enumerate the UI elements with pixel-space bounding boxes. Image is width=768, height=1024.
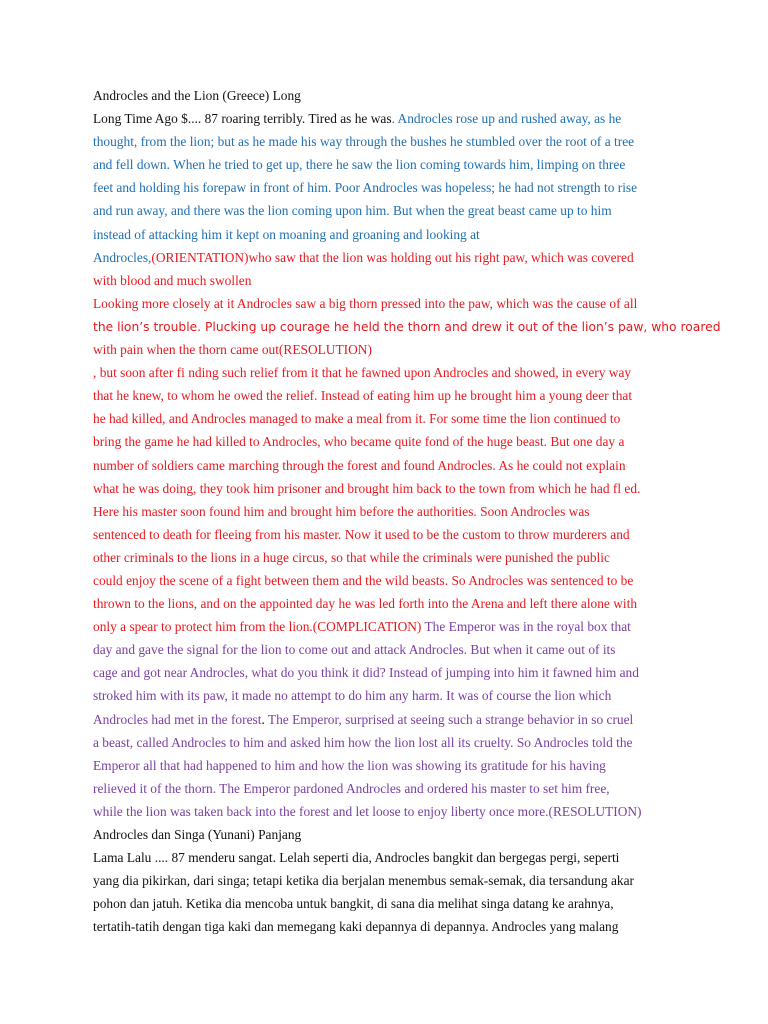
text-segment: , but soon after fi nding such relief from it that he fawned upon Androcles and showed, in every way — [93, 365, 632, 381]
text-segment: bring the game he had killed to Androcles, who became quite fond of the huge beast. But one day a — [93, 434, 625, 450]
text-segment: instead of attacking him it kept on moaning and groaning and looking at — [93, 226, 480, 242]
text-segment: while the lion was taken back into the forest and let loose to enjoy liberty once more.(RESOLUTION) — [93, 803, 642, 819]
text-segment: . Androcles rose up and rushed away, as he — [391, 111, 622, 127]
text-line — [93, 338, 683, 361]
text-line — [93, 546, 683, 569]
text-line — [93, 569, 683, 592]
text-segment: sentenced to death for fleeing from his master. Now it used to be the custom to throw murderers and — [93, 526, 630, 542]
text-line — [93, 846, 683, 869]
text-segment: and run away, and there was the lion coming upon him. But when the great beast came up to him — [93, 203, 612, 219]
text-segment: yang dia pikirkan, dari singa; tetapi ketika dia berjalan menembus semak-semak, dia tersandung akar — [93, 873, 635, 889]
text-segment: the lion’s trouble. Plucking up courage he held the thorn and drew it out of the lion’s paw, who roared — [93, 319, 721, 334]
text-segment: with pain when the thorn came out(RESOLUTION) — [93, 342, 372, 358]
text-segment: Androcles and the Lion (Greece) Long — [93, 88, 301, 103]
text-segment: Androcles, — [93, 249, 152, 265]
text-line — [93, 823, 683, 846]
text-line — [93, 107, 683, 130]
text-line — [93, 454, 683, 477]
text-line — [93, 731, 683, 754]
text-segment: thrown to the lions, and on the appointed day he was led forth into the Arena and left there alone with — [93, 596, 638, 612]
text-segment: Emperor all that had happened to him and how the lion was showing its gratitude for his having — [93, 757, 606, 773]
text-segment: Here his master soon found him and brought him before the authorities. Soon Androcles was — [93, 503, 590, 519]
text-line — [93, 430, 683, 453]
text-line — [93, 800, 683, 823]
text-line — [93, 500, 683, 523]
text-line — [93, 592, 683, 615]
text-segment: number of soldiers came marching through the forest and found Androcles. As he could not explain — [93, 457, 626, 473]
text-segment: . — [261, 711, 268, 727]
text-segment: Looking more closely at it Androcles saw a big thorn pressed into the paw, which was the cause of all — [93, 295, 638, 311]
text-segment: only a spear to protect him from the lion.(COMPLICATION) — [93, 619, 422, 635]
text-segment: Long Time Ago $.... 87 roaring terribly. Tired as he was — [93, 111, 392, 127]
text-segment: other criminals to the lions in a huge circus, so that while the criminals were punished the public — [93, 549, 610, 565]
text-segment: cage and got near Androcles, what do you think it did? Instead of jumping into him it fawned him and — [93, 665, 639, 681]
text-line — [93, 199, 683, 222]
text-segment: pohon dan jatuh. Ketika dia mencoba untuk bangkit, di sana dia melihat singa datang ke arahnya, — [93, 896, 614, 912]
text-segment: Lama Lalu .... 87 menderu sangat. Lelah seperti dia, Androcles bangkit dan bergegas pergi, seperti — [93, 850, 620, 866]
text-segment: Androcles had met in the forest — [93, 711, 262, 727]
text-segment: what he was doing, they took him prisoner and brought him back to the town from which he had fl ed. — [93, 480, 641, 496]
text-line — [93, 384, 683, 407]
text-line — [93, 684, 683, 707]
text-segment: who saw that the lion was holding out his right paw, which was covered — [248, 249, 634, 265]
text-line — [93, 708, 683, 731]
text-line — [93, 361, 683, 384]
text-line — [93, 915, 683, 938]
text-line — [93, 84, 683, 107]
text-line — [93, 246, 683, 269]
text-segment: he had killed, and Androcles managed to make a meal from it. For some time the lion continued to — [93, 411, 621, 427]
text-line — [93, 661, 683, 684]
text-line — [93, 892, 683, 915]
text-segment: feet and holding his forepaw in front of him. Poor Androcles was hopeless; he had not strength to rise — [93, 180, 638, 196]
text-segment: with blood and much swollen — [93, 272, 252, 288]
text-segment: stroked him with its paw, it made no attempt to do him any harm. It was of course the lion which — [93, 688, 612, 704]
text-line — [93, 638, 683, 661]
text-segment: day and gave the signal for the lion to come out and attack Androcles. But when it came out of its — [93, 642, 616, 658]
text-line — [93, 477, 683, 500]
text-segment: Androcles dan Singa (Yunani) Panjang — [93, 827, 302, 842]
text-segment: could enjoy the scene of a fight between them and the wild beasts. So Androcles was sentenced to be — [93, 572, 634, 588]
document-body — [93, 84, 721, 938]
text-line — [93, 615, 683, 638]
text-segment: (ORIENTATION) — [151, 249, 249, 265]
text-segment: that he knew, to whom he owed the relief. Instead of eating him up he brought him a young deer that — [93, 388, 633, 404]
text-line — [93, 223, 683, 246]
text-line — [93, 777, 683, 800]
text-segment: The Emperor was in the royal box that — [421, 619, 631, 635]
text-line — [93, 176, 683, 199]
text-line — [93, 754, 683, 777]
text-segment: a beast, called Androcles to him and asked him how the lion lost all its cruelty. So Androcles told the — [93, 734, 633, 750]
text-segment: and fell down. When he tried to get up, there he saw the lion coming towards him, limping on three — [93, 157, 626, 173]
text-segment: thought, from the lion; but as he made his way through the bushes he stumbled over the root of a tree — [93, 134, 635, 150]
text-line — [93, 315, 721, 338]
text-line — [93, 292, 683, 315]
text-segment: tertatih-tatih dengan tiga kaki dan memegang kaki depannya di depannya. Androcles yang malang — [93, 919, 619, 935]
text-line — [93, 869, 683, 892]
text-line — [93, 407, 683, 430]
text-segment: relieved it of the thorn. The Emperor pardoned Androcles and ordered his master to set him free, — [93, 780, 610, 796]
text-line — [93, 153, 683, 176]
text-line — [93, 130, 683, 153]
text-line — [93, 269, 683, 292]
text-segment: The Emperor, surprised at seeing such a strange behavior in so cruel — [267, 711, 634, 727]
text-line — [93, 523, 683, 546]
